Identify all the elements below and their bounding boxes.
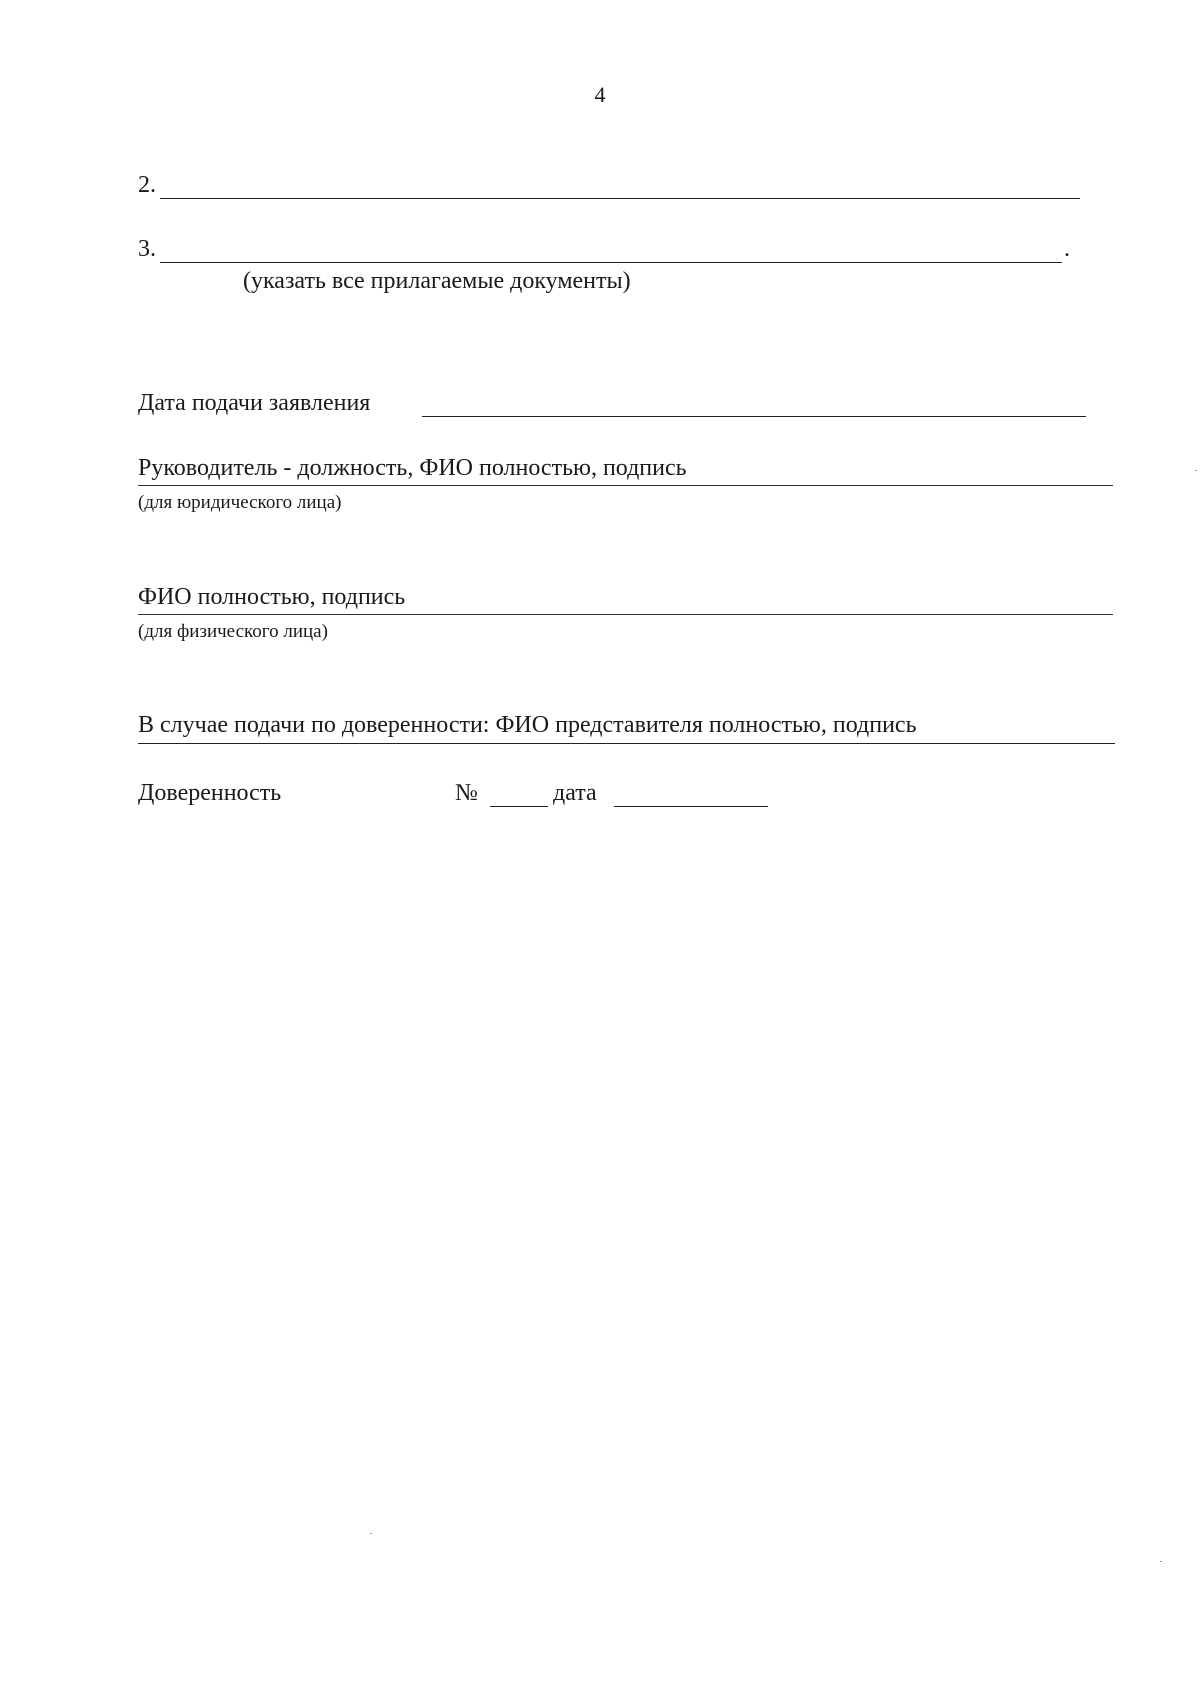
scan-speck <box>370 1533 372 1534</box>
representative-line[interactable] <box>138 743 1115 744</box>
power-of-attorney-number-label: № <box>455 780 478 806</box>
attachment-item-3-line[interactable] <box>160 262 1062 263</box>
scan-speck <box>1195 470 1197 471</box>
legal-entity-note: (для юридического лица) <box>138 492 342 513</box>
application-date-label: Дата подачи заявления <box>138 390 371 416</box>
page-number: 4 <box>594 82 606 107</box>
representative-label: В случае подачи по доверенности: ФИО представителя полностью, подпись <box>138 712 917 738</box>
individual-label: ФИО полностью, подпись <box>138 584 406 610</box>
individual-note: (для физического лица) <box>138 621 328 642</box>
application-date-line[interactable] <box>422 416 1086 417</box>
attachment-item-3-end: . <box>1064 236 1070 262</box>
legal-entity-line[interactable] <box>138 485 1113 486</box>
power-of-attorney-date-label: дата <box>553 780 597 806</box>
attachment-item-2-line[interactable] <box>160 198 1080 199</box>
power-of-attorney-label: Доверенность <box>138 780 282 806</box>
individual-line[interactable] <box>138 614 1113 615</box>
power-of-attorney-date-line[interactable] <box>614 806 768 807</box>
attachment-item-3-label: 3. <box>138 236 156 262</box>
attachments-hint: (указать все прилагаемые документы) <box>243 268 631 294</box>
attachment-item-2-label: 2. <box>138 172 156 198</box>
power-of-attorney-number-line[interactable] <box>490 806 548 807</box>
scan-speck <box>1160 1561 1162 1562</box>
legal-entity-label: Руководитель - должность, ФИО полностью, подпись <box>138 455 687 481</box>
